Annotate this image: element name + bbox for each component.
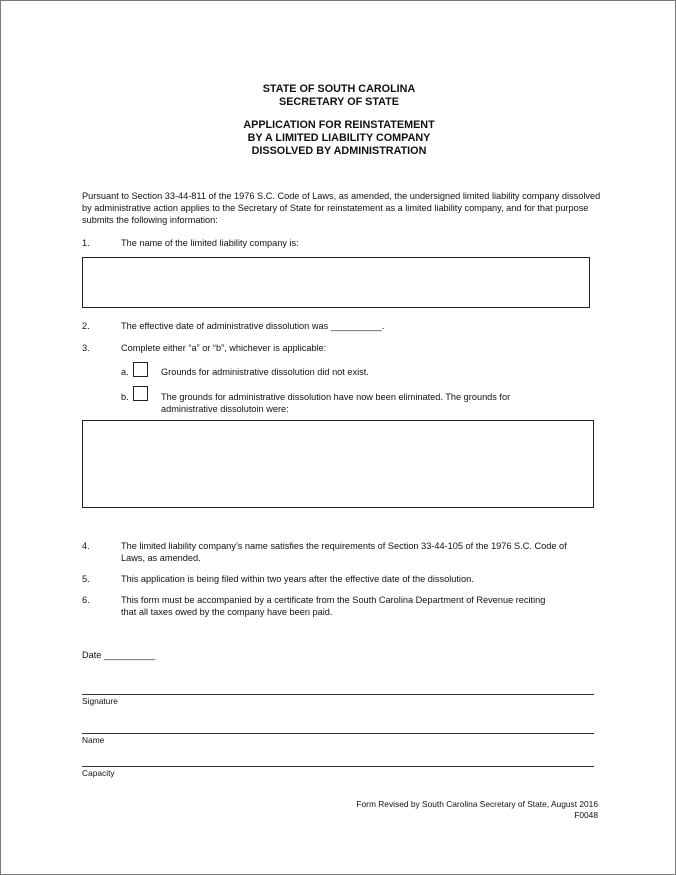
form-title-line3: DISSOLVED BY ADMINISTRATION [251, 145, 427, 157]
signature-label: Signature [82, 696, 118, 706]
option-a-text: Grounds for administrative dissolution did not exist. [161, 367, 369, 377]
capacity-label: Capacity [82, 768, 115, 778]
llc-name-field[interactable] [82, 257, 590, 308]
form-id: F0048 [574, 810, 598, 820]
revision-note: Form Revised by South Carolina Secretary of State, August 2016 [356, 799, 598, 809]
option-a-label: a. [121, 367, 129, 377]
option-a-checkbox[interactable] [133, 362, 148, 377]
capacity-line[interactable] [82, 766, 594, 767]
intro-paragraph: Pursuant to Section 33-44-811 of the 1976 S.C. Code of Laws, as amended, the undersigned limited liability company dissolved by administrative action applies to the Secretary of State for reinstatement as a limited liability company, and for that purpose submits the following information: [82, 191, 601, 225]
item-3-number: 3. [82, 343, 90, 353]
signature-line[interactable] [82, 694, 594, 695]
item-3-text: Complete either “a” or “b”, whichever is applicable: [121, 343, 327, 353]
office-heading: SECRETARY OF STATE [279, 96, 399, 108]
item-2-text: The effective date of administrative dissolution was __________. [121, 321, 385, 331]
option-b-label: b. [121, 392, 129, 402]
item-6-number: 6. [82, 595, 90, 605]
item-5-number: 5. [82, 574, 90, 584]
form-title-line1: APPLICATION FOR REINSTATEMENT [243, 119, 435, 131]
item-1-number: 1. [82, 238, 90, 248]
item-4-number: 4. [82, 541, 90, 551]
item-6-text: This form must be accompanied by a certificate from the South Carolina Department of Revenue reciting that all taxes owed by the company have been paid. [121, 595, 546, 617]
dissolution-grounds-field[interactable] [82, 420, 594, 508]
item-2-number: 2. [82, 321, 90, 331]
name-line[interactable] [82, 733, 594, 734]
item-1-text: The name of the limited liability company is: [121, 238, 299, 248]
option-b-checkbox[interactable] [133, 386, 148, 401]
state-heading: STATE OF SOUTH CAROLINA [262, 83, 416, 95]
form-title-line2: BY A LIMITED LIABILITY COMPANY [247, 132, 431, 144]
date-field[interactable]: Date __________ [82, 650, 156, 660]
option-b-text: The grounds for administrative dissolution have now been eliminated. The grounds for administrative dissolutoin were: [161, 392, 511, 414]
item-4-text: The limited liability company’s name satisfies the requirements of Section 33-44-105 of the 1976 S.C. Code of Laws, as amended. [121, 541, 567, 563]
item-5-text: This application is being filed within two years after the effective date of the dissolution. [121, 574, 474, 584]
name-label: Name [82, 735, 105, 745]
